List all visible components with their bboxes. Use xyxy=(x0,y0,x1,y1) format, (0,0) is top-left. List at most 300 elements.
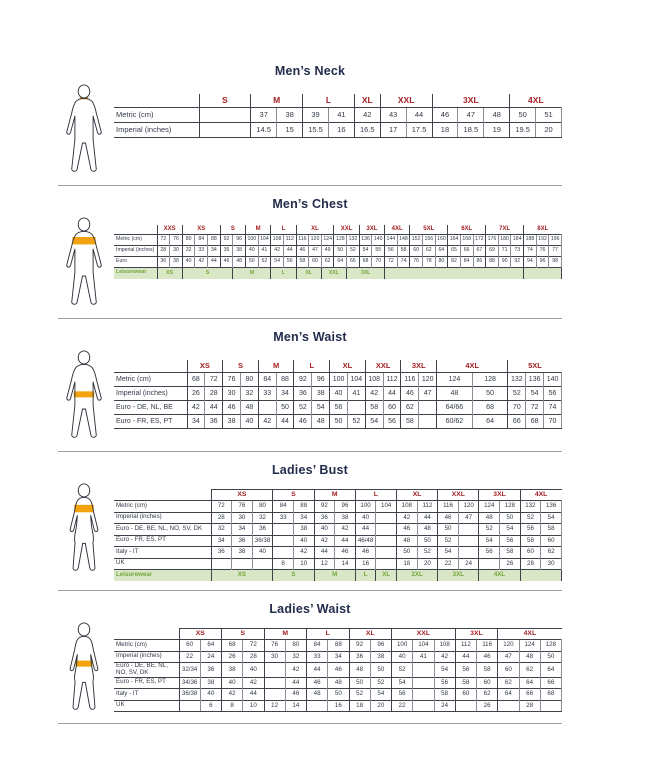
size-value-cell: 40 xyxy=(222,677,243,689)
size-value-cell: 18 xyxy=(432,123,458,138)
size-value-cell: 80 xyxy=(285,640,306,652)
size-value-cell: 24 xyxy=(458,558,479,570)
size-value-cell: 47 xyxy=(419,387,437,401)
leisurewear-cell: XS xyxy=(211,570,273,582)
size-group-header: XL xyxy=(296,225,334,235)
size-value-cell: 42 xyxy=(335,524,356,536)
size-value-cell: 36 xyxy=(211,547,232,559)
size-value-cell: 52 xyxy=(417,547,438,559)
size-value-cell: 44 xyxy=(276,415,294,429)
size-value-cell: 72 xyxy=(157,235,170,246)
size-value-cell: 36 xyxy=(200,663,221,678)
size-value-cell: 76 xyxy=(232,501,253,513)
size-value-cell: 70 xyxy=(544,415,562,429)
size-value-cell xyxy=(211,558,232,570)
size-value-cell: 38 xyxy=(335,512,356,524)
size-value-cell: 46 xyxy=(477,651,498,663)
size-value-cell xyxy=(179,700,200,712)
row-label: Metric (cm) xyxy=(114,373,187,387)
size-value-cell: 41 xyxy=(413,651,434,663)
size-value-cell: 46 xyxy=(438,512,459,524)
size-value-cell: 33 xyxy=(258,387,276,401)
size-value-cell: 38 xyxy=(222,663,243,678)
size-value-cell: 32 xyxy=(240,387,258,401)
size-value-cell: 48 xyxy=(240,401,258,415)
size-value-cell: 46 xyxy=(285,689,306,701)
size-value-cell: 70 xyxy=(372,257,385,268)
size-value-cell: 100 xyxy=(392,640,413,652)
size-value-cell: 40 xyxy=(252,547,273,559)
size-value-cell: 19 xyxy=(484,123,510,138)
size-value-cell: 44 xyxy=(383,387,401,401)
size-value-cell: 116 xyxy=(477,640,498,652)
size-value-cell xyxy=(199,108,251,123)
size-value-cell: 92 xyxy=(511,257,524,268)
size-value-cell: 46 xyxy=(401,387,419,401)
size-value-cell: 68 xyxy=(540,689,561,701)
size-value-cell: 84 xyxy=(273,501,294,513)
size-value-cell: 44 xyxy=(205,401,223,415)
row-label: Metric (cm) xyxy=(114,108,199,123)
size-value-cell: 96 xyxy=(312,373,330,387)
size-value-cell: 44 xyxy=(355,524,376,536)
size-value-cell: 52 xyxy=(347,246,360,257)
size-group-header: L xyxy=(355,490,396,501)
size-value-cell: 88 xyxy=(276,373,294,387)
size-value-cell: 52 xyxy=(258,257,271,268)
female-body-waist-highlight-icon xyxy=(58,622,110,714)
size-value-cell: 54 xyxy=(479,535,500,547)
size-value-cell: 46 xyxy=(335,547,356,559)
size-value-cell: 132 xyxy=(347,235,360,246)
size-value-cell: 62 xyxy=(422,246,435,257)
size-value-cell: 42 xyxy=(396,512,417,524)
size-value-cell: 54 xyxy=(312,401,330,415)
mens-waist-size-table xyxy=(114,360,562,429)
size-group-header: 4XL xyxy=(520,490,561,501)
size-value-cell: 136 xyxy=(526,373,544,387)
size-value-cell: 41 xyxy=(328,108,354,123)
size-value-cell: 42 xyxy=(187,401,205,415)
size-value-cell: 46 xyxy=(294,415,312,429)
size-value-cell: 84 xyxy=(258,373,276,387)
row-label: Italy - IT xyxy=(114,547,211,559)
size-value-cell: 55 xyxy=(372,246,385,257)
size-value-cell: 74 xyxy=(524,246,537,257)
size-value-cell: 140 xyxy=(372,235,385,246)
size-value-cell: 68 xyxy=(359,257,372,268)
size-value-cell: 58 xyxy=(401,415,419,429)
size-group-header: L xyxy=(307,629,350,640)
size-value-cell: 64/66 xyxy=(437,401,473,415)
size-value-cell: 92 xyxy=(220,235,233,246)
size-value-cell xyxy=(258,401,276,415)
size-value-cell: 76 xyxy=(223,373,241,387)
size-value-cell: 40 xyxy=(392,651,413,663)
size-value-cell: 54 xyxy=(438,547,459,559)
size-value-cell: 54 xyxy=(392,677,413,689)
size-value-cell xyxy=(413,700,434,712)
size-value-cell: 88 xyxy=(208,235,221,246)
size-value-cell: 52 xyxy=(392,663,413,678)
size-value-cell: 176 xyxy=(486,235,499,246)
size-value-cell: 132 xyxy=(508,373,526,387)
size-value-cell: 40 xyxy=(314,524,335,536)
size-value-cell: 47 xyxy=(458,512,479,524)
size-value-cell: 54 xyxy=(365,415,383,429)
size-value-cell: 52 xyxy=(520,512,541,524)
size-group-header: 3XL xyxy=(359,225,384,235)
size-value-cell: 96 xyxy=(370,640,391,652)
size-value-cell: 41 xyxy=(258,246,271,257)
size-value-cell: 30 xyxy=(232,512,253,524)
size-value-cell: 94 xyxy=(524,257,537,268)
size-group-header: 3XL xyxy=(432,94,510,108)
section-separator xyxy=(58,590,562,591)
size-value-cell: 104 xyxy=(376,501,397,513)
leisurewear-cell: XL xyxy=(376,570,397,582)
size-value-cell: 30 xyxy=(264,651,285,663)
size-group-header: S xyxy=(220,225,245,235)
size-value-cell: 42 xyxy=(434,651,455,663)
male-body-neck-highlight-icon xyxy=(58,84,110,176)
size-value-cell: 18 xyxy=(349,700,370,712)
size-value-cell: 54 xyxy=(526,387,544,401)
leisurewear-cell: M xyxy=(233,268,271,279)
size-value-cell xyxy=(419,415,437,429)
size-value-cell: 64 xyxy=(540,663,561,678)
section-title: Men’s Chest xyxy=(272,197,348,211)
size-value-cell: 73 xyxy=(511,246,524,257)
size-value-cell: 84 xyxy=(460,257,473,268)
section-mens-chest xyxy=(58,197,562,309)
size-value-cell xyxy=(273,547,294,559)
size-value-cell: 112 xyxy=(283,235,296,246)
size-value-cell xyxy=(347,401,365,415)
size-value-cell: 72 xyxy=(205,373,223,387)
size-value-cell: 136 xyxy=(541,501,562,513)
size-value-cell: 28 xyxy=(211,512,232,524)
size-value-cell: 46/48 xyxy=(355,535,376,547)
row-label: Italy - IT xyxy=(114,689,179,701)
size-group-header: XS xyxy=(179,629,222,640)
size-value-cell: 14 xyxy=(335,558,356,570)
size-value-cell: 22 xyxy=(179,651,200,663)
size-value-cell: 38 xyxy=(233,246,246,257)
size-value-cell: 69 xyxy=(486,246,499,257)
size-value-cell: 32 xyxy=(285,651,306,663)
row-label: Euro - FR, ES, PT xyxy=(114,535,211,547)
size-value-cell: 15.5 xyxy=(303,123,329,138)
leisurewear-cell: 3XL xyxy=(438,570,479,582)
size-value-cell: 98 xyxy=(549,257,562,268)
size-value-cell: 120 xyxy=(419,373,437,387)
leisurewear-cell xyxy=(520,570,561,582)
size-group-header: 5XL xyxy=(508,360,562,373)
row-label: Metric (cm) xyxy=(114,640,179,652)
size-value-cell xyxy=(419,401,437,415)
size-value-cell: 51 xyxy=(536,108,562,123)
size-value-cell xyxy=(458,524,479,536)
size-value-cell: 16 xyxy=(328,700,349,712)
size-value-cell: 32 xyxy=(182,246,195,257)
size-value-cell: 14 xyxy=(285,700,306,712)
size-value-cell: 128 xyxy=(540,640,561,652)
size-value-cell xyxy=(273,524,294,536)
size-value-cell: 128 xyxy=(334,235,347,246)
size-value-cell: 40 xyxy=(182,257,195,268)
size-group-header: M xyxy=(264,629,307,640)
leisurewear-cell: XL xyxy=(296,268,321,279)
size-value-cell: 47 xyxy=(498,651,519,663)
size-value-cell: 19.5 xyxy=(510,123,536,138)
row-label: Euro - FR, ES, PT xyxy=(114,415,187,429)
size-value-cell: 56 xyxy=(455,663,476,678)
size-value-cell xyxy=(376,547,397,559)
size-value-cell: 100 xyxy=(245,235,258,246)
size-value-cell: 26 xyxy=(222,651,243,663)
size-value-cell xyxy=(264,677,285,689)
size-value-cell: 50 xyxy=(370,663,391,678)
header-spacer xyxy=(114,94,199,108)
size-value-cell: 44 xyxy=(307,663,328,678)
size-value-cell: 38 xyxy=(370,651,391,663)
size-value-cell: 67 xyxy=(473,246,486,257)
size-value-cell: 120 xyxy=(458,501,479,513)
leisurewear-label: Leisurewear xyxy=(114,570,211,582)
size-value-cell: 17.5 xyxy=(406,123,432,138)
size-value-cell: 10 xyxy=(243,700,264,712)
row-label: Euro - DE, NL, BE xyxy=(114,401,187,415)
size-value-cell: 47 xyxy=(309,246,322,257)
size-value-cell: 50 xyxy=(245,257,258,268)
section-title: Men’s Waist xyxy=(273,330,347,344)
size-group-header: 5XL xyxy=(410,225,448,235)
size-value-cell: 40 xyxy=(355,512,376,524)
leisurewear-cell: 2XL xyxy=(396,570,437,582)
size-value-cell: 36 xyxy=(220,246,233,257)
size-value-cell: 56 xyxy=(434,677,455,689)
section-separator xyxy=(58,318,562,319)
size-value-cell: 30 xyxy=(170,246,183,257)
size-value-cell: 60 xyxy=(498,663,519,678)
size-value-cell: 72 xyxy=(526,401,544,415)
size-value-cell: 124 xyxy=(437,373,473,387)
size-value-cell: 18 xyxy=(396,558,417,570)
size-value-cell: 38 xyxy=(293,524,314,536)
size-value-cell: 58 xyxy=(365,401,383,415)
size-value-cell: 44 xyxy=(208,257,221,268)
size-value-cell: 76 xyxy=(536,246,549,257)
row-label: Euro - FR, ES, PT xyxy=(114,677,179,689)
size-value-cell: 188 xyxy=(524,235,537,246)
size-group-header: L xyxy=(294,360,330,373)
size-value-cell xyxy=(376,524,397,536)
size-value-cell xyxy=(498,700,519,712)
size-value-cell: 12 xyxy=(314,558,335,570)
size-value-cell: 38 xyxy=(223,415,241,429)
leisurewear-cell: 3XL xyxy=(347,268,385,279)
size-value-cell: 56 xyxy=(520,524,541,536)
size-value-cell: 96 xyxy=(335,501,356,513)
section-separator xyxy=(58,723,562,724)
size-value-cell: 72 xyxy=(385,257,398,268)
size-value-cell: 112 xyxy=(383,373,401,387)
size-group-header: 7XL xyxy=(486,225,524,235)
size-value-cell: 58 xyxy=(397,246,410,257)
header-spacer xyxy=(114,629,179,640)
size-group-header: XL xyxy=(349,629,392,640)
size-group-header: S xyxy=(223,360,259,373)
size-value-cell: 46 xyxy=(296,246,309,257)
size-value-cell: 124 xyxy=(321,235,334,246)
size-value-cell: 62 xyxy=(498,677,519,689)
size-value-cell: 48 xyxy=(484,108,510,123)
size-value-cell: 80 xyxy=(240,373,258,387)
size-value-cell: 60 xyxy=(179,640,200,652)
size-value-cell: 180 xyxy=(498,235,511,246)
size-value-cell: 104 xyxy=(347,373,365,387)
size-value-cell: 58 xyxy=(541,524,562,536)
section-ladies-bust xyxy=(58,463,562,581)
size-value-cell xyxy=(264,689,285,701)
size-group-header: 4XL xyxy=(498,629,562,640)
size-value-cell: 48 xyxy=(417,524,438,536)
mens-neck-size-table xyxy=(114,94,562,138)
size-value-cell: 120 xyxy=(309,235,322,246)
size-value-cell: 42 xyxy=(195,257,208,268)
size-value-cell: 50 xyxy=(330,415,348,429)
size-value-cell: 16 xyxy=(355,558,376,570)
size-value-cell: 20 xyxy=(536,123,562,138)
section-title: Ladies’ Waist xyxy=(269,602,351,616)
row-label: Imperial (inches) xyxy=(114,246,157,257)
size-value-cell: 66 xyxy=(508,415,526,429)
size-group-header: M xyxy=(258,360,294,373)
size-value-cell: 42 xyxy=(243,677,264,689)
size-value-cell: 49 xyxy=(321,246,334,257)
size-value-cell: 96 xyxy=(233,235,246,246)
size-value-cell: 78 xyxy=(422,257,435,268)
size-value-cell: 50 xyxy=(396,547,417,559)
size-value-cell: 28 xyxy=(205,387,223,401)
size-value-cell: 76 xyxy=(170,235,183,246)
size-value-cell: 28 xyxy=(157,246,170,257)
size-value-cell: 46 xyxy=(396,524,417,536)
size-group-header: XXS xyxy=(157,225,182,235)
size-value-cell: 60 xyxy=(455,689,476,701)
size-group-header: 3XL xyxy=(401,360,437,373)
size-value-cell: 92 xyxy=(349,640,370,652)
size-value-cell: 34 xyxy=(293,512,314,524)
size-value-cell: 44 xyxy=(243,689,264,701)
section-mens-waist xyxy=(58,330,562,442)
size-group-header: XS xyxy=(187,360,223,373)
size-value-cell: 77 xyxy=(549,246,562,257)
leisurewear-label: Leisurewear xyxy=(114,268,157,279)
size-value-cell: 14.5 xyxy=(251,123,277,138)
size-value-cell: 58 xyxy=(434,689,455,701)
size-value-cell xyxy=(376,535,397,547)
size-value-cell: 56 xyxy=(330,401,348,415)
size-value-cell: 40 xyxy=(330,387,348,401)
size-value-cell: 36 xyxy=(205,415,223,429)
header-spacer xyxy=(114,225,157,235)
size-value-cell: 28 xyxy=(519,700,540,712)
size-value-cell: 112 xyxy=(455,640,476,652)
size-value-cell: 34 xyxy=(211,535,232,547)
size-value-cell xyxy=(273,535,294,547)
size-value-cell: 62 xyxy=(519,663,540,678)
size-group-header: L xyxy=(271,225,296,235)
size-value-cell: 26 xyxy=(187,387,205,401)
size-value-cell xyxy=(413,677,434,689)
size-value-cell: 12 xyxy=(264,700,285,712)
size-value-cell: 50 xyxy=(500,512,521,524)
size-value-cell: 16 xyxy=(328,123,354,138)
size-value-cell: 164 xyxy=(448,235,461,246)
row-label: Euro - DE, BE, NL, NO, SV, DK xyxy=(114,663,179,678)
size-value-cell: 50 xyxy=(276,401,294,415)
size-group-header: XL xyxy=(396,490,437,501)
size-group-header: 4XL xyxy=(437,360,508,373)
section-title: Ladies’ Bust xyxy=(271,463,349,477)
size-value-cell: 84 xyxy=(195,235,208,246)
row-label: UK xyxy=(114,558,211,570)
size-value-cell: 56 xyxy=(385,246,398,257)
size-value-cell: 52 xyxy=(438,535,459,547)
size-value-cell: 42 xyxy=(271,246,284,257)
size-value-cell: 30 xyxy=(541,558,562,570)
size-value-cell: 37 xyxy=(251,108,277,123)
size-group-header: 4XL xyxy=(385,225,410,235)
size-value-cell: 28 xyxy=(243,651,264,663)
size-value-cell: 36 xyxy=(294,387,312,401)
size-value-cell: 38 xyxy=(170,257,183,268)
leisurewear-cell xyxy=(524,268,562,279)
size-group-header: S xyxy=(273,490,314,501)
size-value-cell: 62 xyxy=(321,257,334,268)
size-value-cell: 96 xyxy=(536,257,549,268)
size-group-header: 3XL xyxy=(455,629,498,640)
size-value-cell: 64 xyxy=(435,246,448,257)
size-value-cell: 58 xyxy=(477,663,498,678)
row-label: Euro xyxy=(114,257,157,268)
size-group-header: M xyxy=(314,490,355,501)
size-value-cell: 108 xyxy=(434,640,455,652)
size-chart-sections xyxy=(58,64,562,724)
row-label: Imperial (inches) xyxy=(114,651,179,663)
size-value-cell: 44 xyxy=(314,547,335,559)
leisurewear-cell: 4XL xyxy=(479,570,520,582)
size-group-header: XXL xyxy=(365,360,401,373)
size-value-cell: 34 xyxy=(232,524,253,536)
size-value-cell: 56 xyxy=(479,547,500,559)
size-value-cell: 40 xyxy=(245,246,258,257)
size-value-cell: 64 xyxy=(498,689,519,701)
size-value-cell: 68 xyxy=(222,640,243,652)
size-value-cell: 196 xyxy=(549,235,562,246)
size-value-cell: 64 xyxy=(472,415,508,429)
size-value-cell: 26 xyxy=(500,558,521,570)
size-value-cell: 62 xyxy=(541,547,562,559)
size-value-cell: 22 xyxy=(392,700,413,712)
size-value-cell xyxy=(376,558,397,570)
leisurewear-cell: L xyxy=(271,268,296,279)
size-value-cell: 80 xyxy=(182,235,195,246)
size-value-cell: 10 xyxy=(293,558,314,570)
size-value-cell xyxy=(232,558,253,570)
